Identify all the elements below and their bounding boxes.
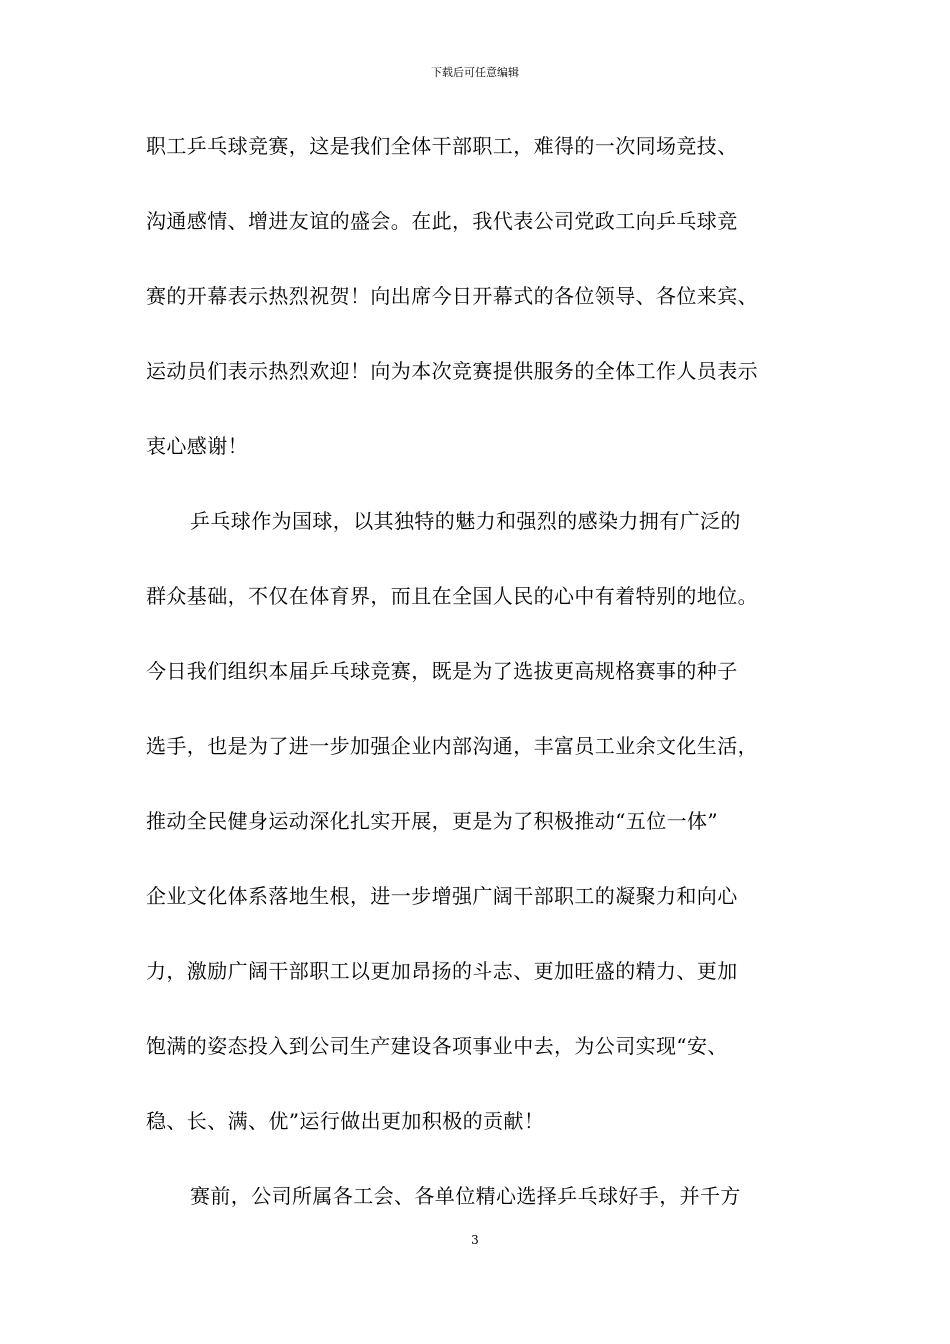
text-line: 赛的开幕表示热烈祝贺！向出席今日开幕式的各位领导、各位来宾、: [146, 284, 758, 308]
text-line: 饱满的姿态投入到公司生产建设各项事业中去，为公司实现“安、: [146, 1034, 728, 1058]
paragraph-start-line: 赛前，公司所属各工会、各单位精心选择乒乓球好手，并千方: [190, 1184, 741, 1208]
page-number: 3: [471, 1233, 479, 1247]
document-body: [146, 126, 826, 1251]
text-line: 推动全民健身运动深化扎实开展，更是为了积极推动“五位一体”: [146, 809, 719, 833]
text-line: 衷心感谢！: [146, 434, 248, 458]
text-line: 稳、长、满、优”运行做出更加积极的贡献！: [146, 1109, 545, 1133]
text-line: 运动员们表示热烈欢迎！向为本次竞赛提供服务的全体工作人员表示: [146, 359, 758, 383]
paragraph-start-line: 乒乓球作为国球，以其独特的魅力和强烈的感染力拥有广泛的: [190, 509, 741, 533]
text-line: 企业文化体系落地生根，进一步增强广阔干部职工的凝聚力和向心: [146, 884, 738, 908]
text-line: 职工乒乓球竞赛，这是我们全体干部职工，难得的一次同场竞技、: [146, 134, 738, 158]
text-line: 群众基础，不仅在体育界，而且在全国人民的心中有着特别的地位。: [146, 584, 758, 608]
page-header: 下载后可任意编辑: [431, 66, 519, 79]
text-line: 选手，也是为了进一步加强企业内部沟通，丰富员工业余文化生活，: [146, 734, 758, 758]
text-line: 今日我们组织本届乒乓球竞赛，既是为了选拔更高规格赛事的种子: [146, 659, 738, 683]
text-line: 力，激励广阔干部职工以更加昂扬的斗志、更加旺盛的精力、更加: [146, 959, 738, 983]
text-line: 沟通感情、增进友谊的盛会。在此，我代表公司党政工向乒乓球竞: [146, 209, 738, 233]
